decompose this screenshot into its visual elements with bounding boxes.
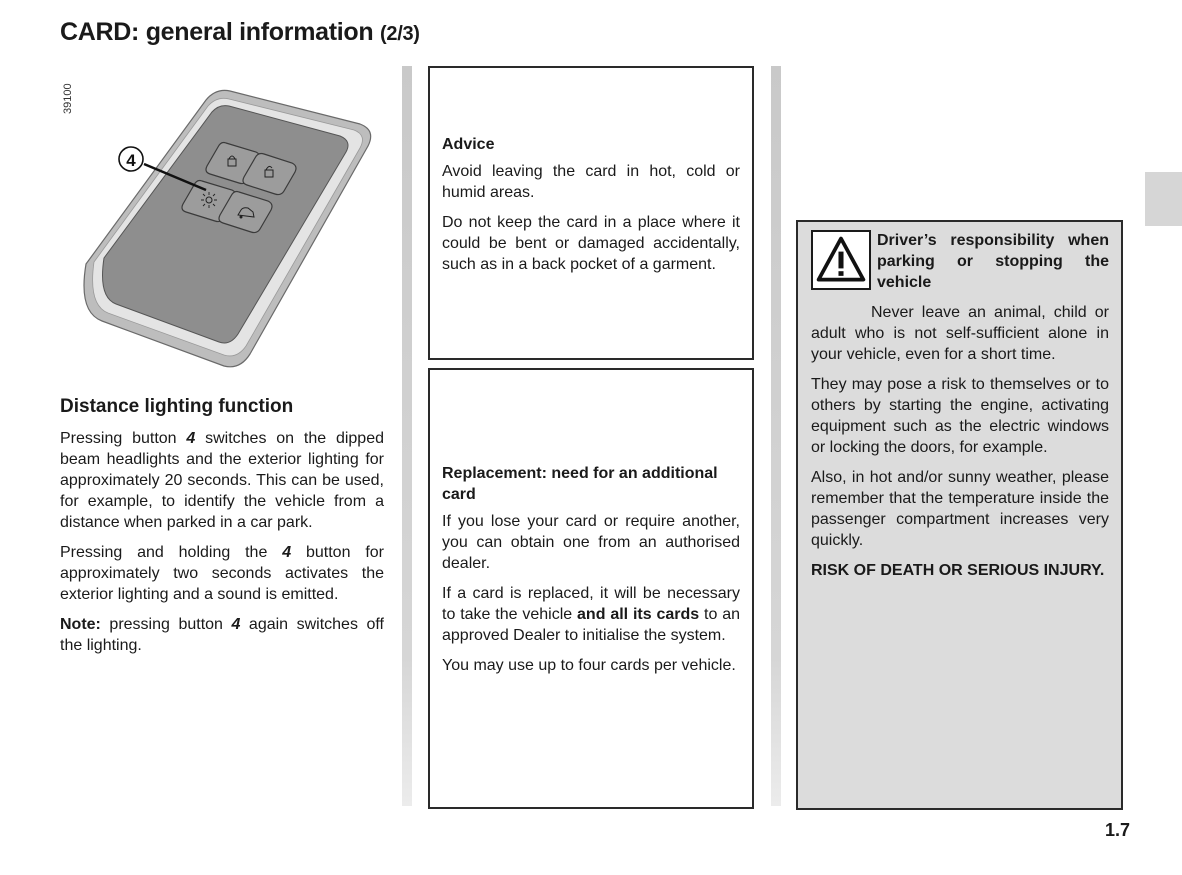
replacement-paragraph xyxy=(442,583,740,646)
callout-number-4: 4 xyxy=(126,151,136,170)
page-title xyxy=(60,18,420,47)
advice-paragraph: Avoid leaving the card in hot, cold or humid areas. xyxy=(442,163,740,201)
replacement-paragraph: You may use up to four cards per vehicle. xyxy=(442,657,736,674)
replacement-title: Replacement: need for an additional card xyxy=(442,465,718,503)
note-label: Note: xyxy=(60,616,101,633)
text-run: Pressing button xyxy=(60,430,187,447)
replacement-paragraph: If you lose your card or require another, you can obtain one from an authorised dealer. xyxy=(442,513,740,572)
warning-triangle-icon xyxy=(811,230,871,290)
warning-paragraph: Never leave an animal, child or adult who is not self-sufficient alone in your vehicle, even for a short time. xyxy=(811,304,1109,363)
page-title-text: CARD: general information xyxy=(60,18,374,46)
replacement-box xyxy=(428,368,754,809)
text-run: If a card is replaced, it will be necessary to take the vehicle xyxy=(442,585,740,623)
figure-reference-code: 39100 xyxy=(62,83,74,114)
text-run: Pressing and holding the xyxy=(60,544,283,561)
distance-lighting-body xyxy=(60,428,384,665)
warning-title: Driver’s responsibility when parking or stopping the vehicle xyxy=(877,232,1109,291)
paragraph-note xyxy=(60,614,384,656)
button-number-ref: 4 xyxy=(186,430,196,447)
paragraph-pressing-button xyxy=(60,428,384,533)
text-run: pressing button xyxy=(100,616,232,633)
section-heading-distance-lighting: Distance lighting function xyxy=(60,396,294,417)
warning-box xyxy=(796,220,1123,810)
text-run: again switches off the lighting. xyxy=(60,616,384,654)
text-run: to an approved Dealer to initialise the system. xyxy=(442,606,741,644)
warning-paragraph: Also, in hot and/or sunny weather, please remember that the temperature inside the passenger compartment increases very quickly. xyxy=(811,469,1109,549)
keycard-illustration xyxy=(78,86,378,376)
advice-paragraph: Do not keep the card in a place where it could be bent or damaged accidentally, such as in a back pocket of a garment. xyxy=(442,214,740,273)
risk-text: RISK OF DEATH OR SERIOUS INJURY xyxy=(811,562,1100,579)
column-gutter-right xyxy=(771,66,781,806)
advice-box xyxy=(428,66,754,360)
warning-risk-statement xyxy=(811,560,1109,581)
emphasis-text: and all its cards xyxy=(577,606,700,623)
button-number-ref: 4 xyxy=(282,544,292,561)
text-run: button for approximately two seconds activates the exterior lighting and a sound is emitted. xyxy=(60,544,384,603)
section-edge-tab xyxy=(1145,172,1182,226)
page-number: 1.7 xyxy=(1104,820,1130,840)
column-gutter-left xyxy=(402,66,412,806)
page-part-indicator: (2/3) xyxy=(380,23,420,45)
paragraph-pressing-holding xyxy=(60,542,384,605)
button-number-ref: 4 xyxy=(231,616,241,633)
warning-paragraph: They may pose a risk to themselves or to others by starting the engine, activating equipment such as the electric windows or locking the doors, for example. xyxy=(811,376,1109,456)
text-run: switches on the dipped beam headlights and the exterior lighting for approximately 20 seconds. This can be used, for example, to identify the vehicle from a distance when parked in a car park. xyxy=(60,430,384,531)
advice-title: Advice xyxy=(442,136,495,153)
text-run: . xyxy=(1099,562,1105,579)
